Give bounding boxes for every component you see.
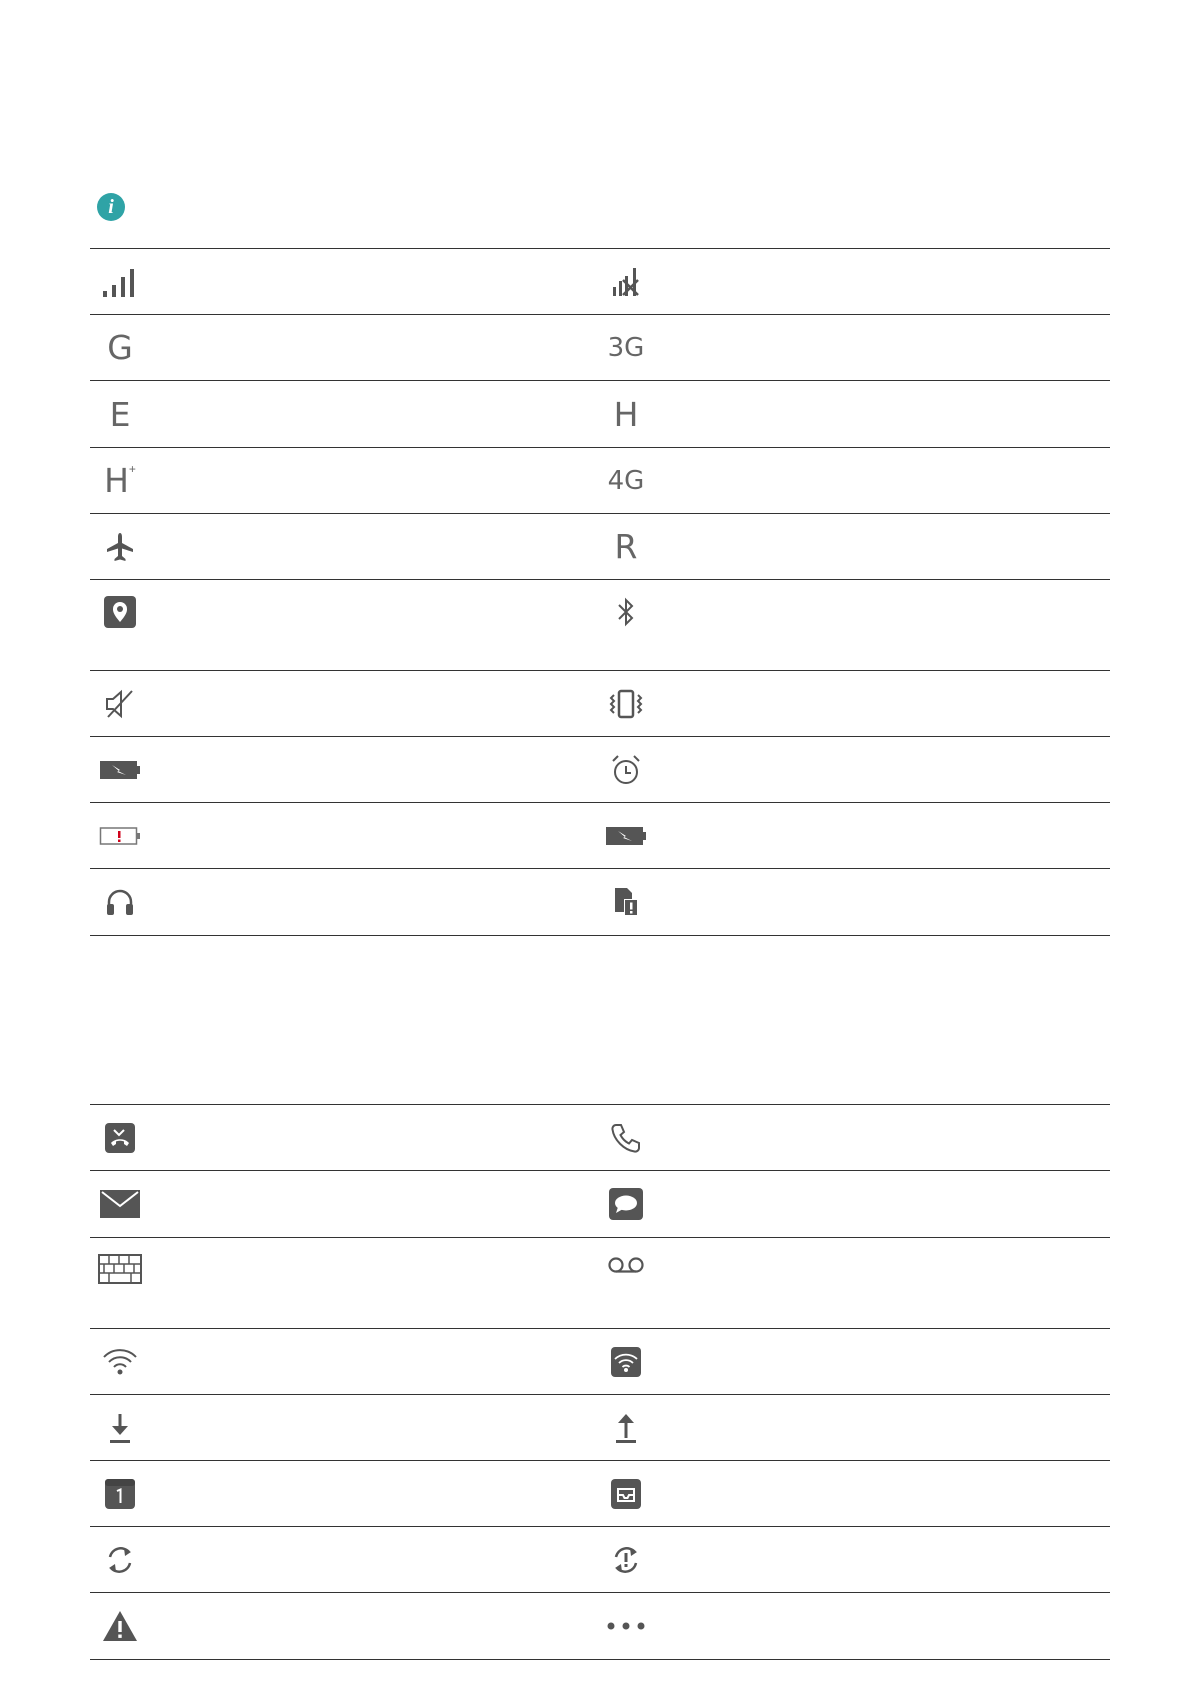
- wifi-hotspot-icon: [596, 1329, 656, 1394]
- table-row: [90, 381, 1110, 448]
- table-row: [90, 1171, 1110, 1238]
- warning-icon: [90, 1593, 150, 1659]
- silent-mode-icon: [90, 671, 150, 736]
- hspa-plus-glyph: H: [104, 461, 129, 500]
- voicemail-icon: [596, 1238, 656, 1328]
- headset-icon: [90, 869, 150, 935]
- table-row: [90, 1238, 1110, 1329]
- status-icons-table: [90, 248, 1110, 936]
- table-row: [90, 514, 1110, 580]
- downloading-icon: [90, 1395, 150, 1460]
- no-signal-icon: [596, 249, 656, 314]
- signal-strength-icon: [90, 249, 150, 314]
- edge-glyph: E: [109, 394, 131, 434]
- table-row: [90, 1329, 1110, 1395]
- 4g-icon: [596, 448, 656, 513]
- table-row: [90, 1395, 1110, 1461]
- edge-icon: [90, 381, 150, 447]
- bluetooth-icon: [596, 580, 656, 670]
- hspa-icon: [596, 381, 656, 447]
- battery-full-icon: [596, 803, 656, 868]
- table-row: [90, 448, 1110, 514]
- hspa-glyph: H: [613, 394, 639, 434]
- gprs-icon: [90, 315, 150, 380]
- syncing-icon: [90, 1527, 150, 1592]
- table-row: [90, 671, 1110, 737]
- table-row: [90, 869, 1110, 936]
- vibrate-mode-icon: [596, 671, 656, 736]
- hspa-plus-icon: [90, 448, 150, 513]
- wifi-icon: [90, 1329, 150, 1394]
- email-icon: [90, 1171, 150, 1237]
- table-row: [90, 249, 1110, 315]
- notification-icons-table: [90, 1104, 1110, 1660]
- keyboard-icon: [90, 1238, 150, 1328]
- calendar-event-icon: [90, 1461, 150, 1526]
- location-icon: [90, 580, 150, 670]
- call-in-progress-icon: [596, 1105, 656, 1170]
- table-row: [90, 315, 1110, 381]
- table-row: [90, 1527, 1110, 1593]
- hspa-plus-superscript: +: [128, 462, 136, 476]
- uploading-icon: [596, 1395, 656, 1460]
- gprs-glyph: G: [107, 328, 133, 367]
- battery-charging-icon: [90, 737, 150, 802]
- storage-icon: [596, 1461, 656, 1526]
- sync-failed-icon: [596, 1527, 656, 1592]
- battery-low-icon: [90, 803, 150, 868]
- table-row: [90, 580, 1110, 671]
- alarm-icon: [596, 737, 656, 802]
- no-sim-card-icon: [596, 869, 656, 935]
- table-row: [90, 1461, 1110, 1527]
- message-icon: [596, 1171, 656, 1237]
- 3g-glyph: 3G: [607, 332, 645, 363]
- airplane-mode-icon: [90, 514, 150, 579]
- table-row: [90, 803, 1110, 869]
- info-icon: i: [97, 193, 125, 221]
- roaming-icon: [596, 514, 656, 579]
- more-notifications-icon: [596, 1593, 656, 1659]
- missed-call-icon: [90, 1105, 150, 1170]
- roaming-glyph: R: [614, 527, 638, 566]
- table-row: [90, 737, 1110, 803]
- 4g-glyph: 4G: [607, 465, 645, 496]
- table-row: [90, 1593, 1110, 1660]
- table-row: [90, 1105, 1110, 1171]
- 3g-icon: [596, 315, 656, 380]
